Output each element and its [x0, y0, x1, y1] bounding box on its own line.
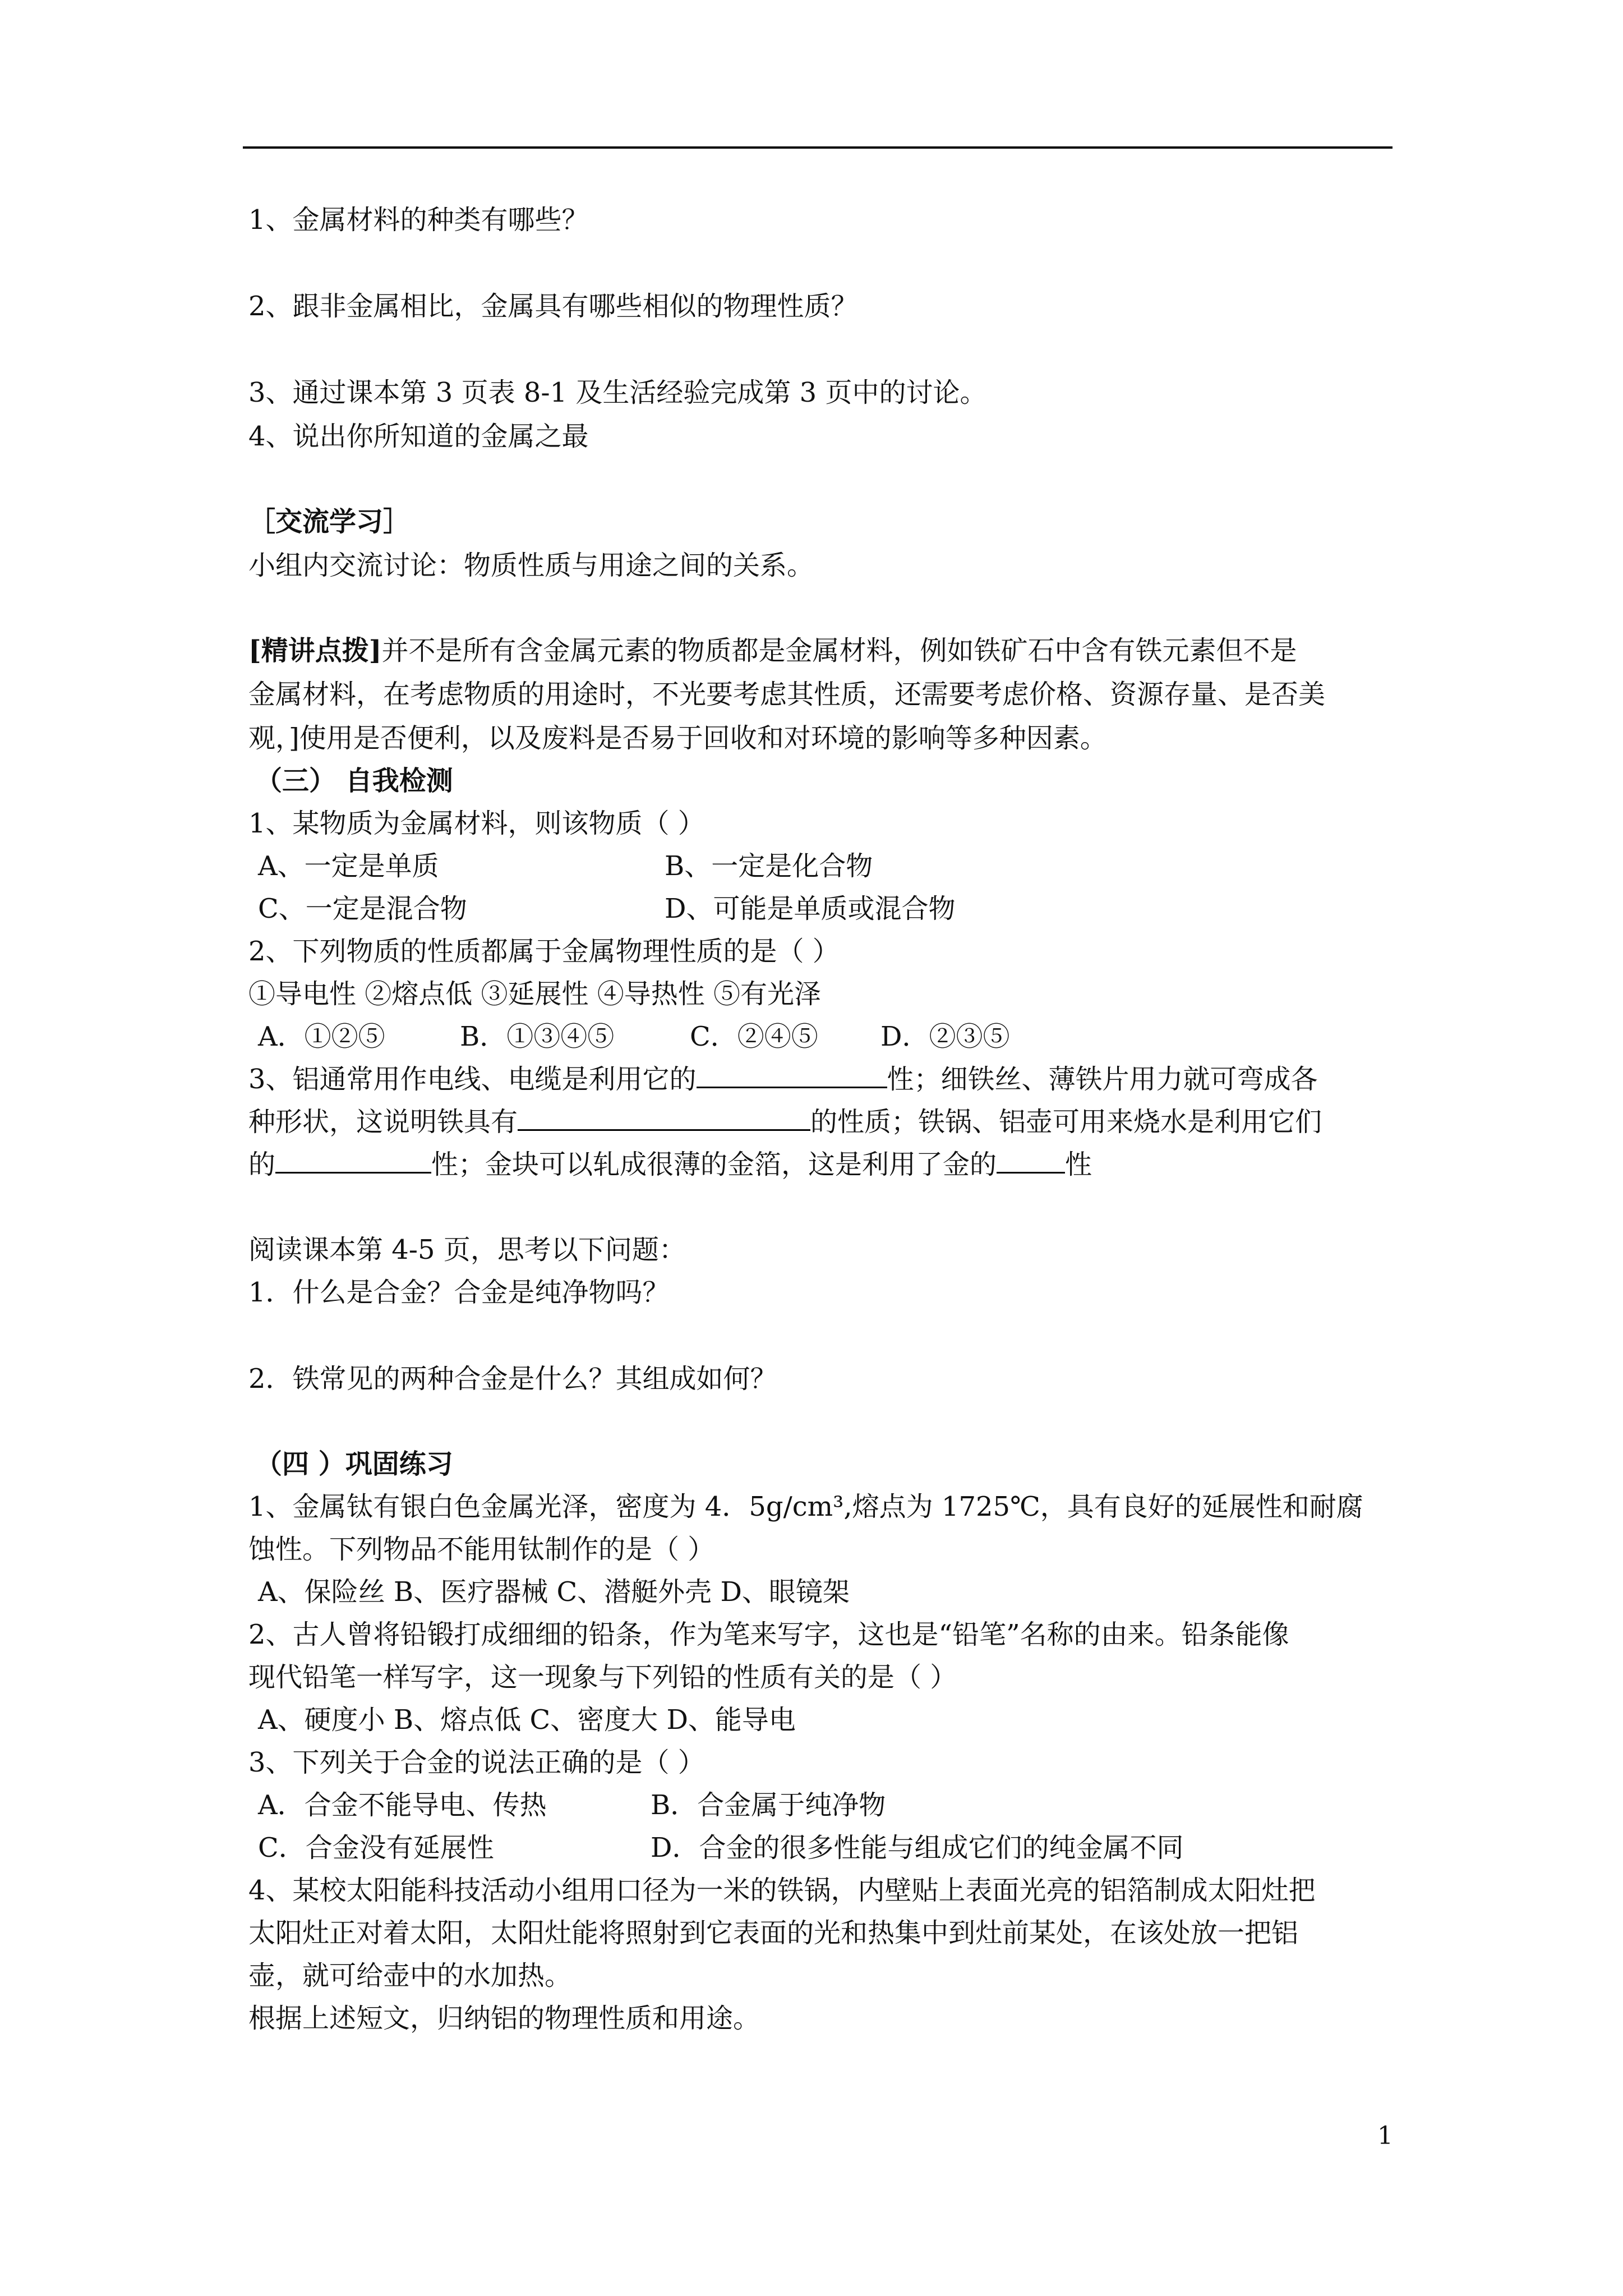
option-b: B．合金属于纯净物	[651, 1789, 886, 1821]
question-3-discussion: 3、通过课本第 3 页表 8-1 及生活经验完成第 3 页中的讨论。	[248, 377, 987, 408]
question-2-properties: 2、跟非金属相比，金属具有哪些相似的物理性质？	[248, 291, 858, 322]
explain-line-2: 金属材料，在考虑物质的用途时，不光要考虑其性质，还需要考虑价格、资源存量、是否美	[248, 679, 1326, 710]
q3-text-1: 3、铝通常用作电线、电缆是利用它的	[248, 1064, 697, 1095]
option-d: D．合金的很多性能与组成它们的纯金属不同	[651, 1832, 1184, 1864]
practice-q4-line-3: 壶，就可给壶中的水加热。	[248, 1960, 572, 1991]
answer-blank[interactable]	[997, 1149, 1065, 1174]
option-d: D、可能是单质或混合物	[665, 893, 956, 924]
self-test-heading: （三） 自我检测	[255, 765, 453, 797]
exchange-heading: ［交流学习］	[248, 506, 411, 537]
self-test-q3-line-1	[248, 1062, 1318, 1096]
practice-q1-options: A、保险丝 B、医疗器械 C、潜艇外壳 D、眼镜架	[258, 1576, 850, 1608]
option-b: B、一定是化合物	[665, 850, 873, 882]
q3-text-3: 种形状，这说明铁具有	[248, 1106, 518, 1138]
option-a: A．①②⑤	[258, 1021, 385, 1052]
self-test-q1: 1、某物质为金属材料，则该物质（ ）	[248, 808, 705, 839]
explain-heading: [精讲点拨]	[248, 635, 382, 666]
q3-text-6: 性；金块可以轧成很薄的金箔，这是利用了金的	[431, 1149, 997, 1180]
practice-q1-line-2: 蚀性。下列物品不能用钛制作的是（ ）	[248, 1534, 715, 1565]
option-a: A．合金不能导电、传热	[258, 1789, 547, 1821]
q3-text-5: 的	[248, 1149, 276, 1180]
answer-blank[interactable]	[697, 1064, 887, 1088]
exchange-text: 小组内交流讨论：物质性质与用途之间的关系。	[248, 550, 814, 581]
reading-q2: 2．铁常见的两种合金是什么？其组成如何？	[248, 1363, 777, 1395]
header-rule	[243, 146, 1393, 149]
practice-q3: 3、下列关于合金的说法正确的是（ ）	[248, 1747, 705, 1778]
self-test-q3-line-3	[248, 1148, 1092, 1181]
practice-q4-line-1: 4、某校太阳能科技活动小组用口径为一米的铁锅，内壁贴上表面光亮的铝箔制成太阳灶把	[248, 1875, 1316, 1906]
practice-q2-line-2: 现代铅笔一样写字，这一现象与下列铅的性质有关的是（ ）	[248, 1662, 957, 1693]
self-test-q2: 2、下列物质的性质都属于金属物理性质的是（ ）	[248, 936, 840, 967]
option-c: C、一定是混合物	[258, 893, 467, 924]
practice-q1-line-1: 1、金属钛有银白色金属光泽，密度为 4．5g/cm³,熔点为 1725℃，具有良好的延展性和耐腐	[248, 1491, 1363, 1522]
q3-text-7: 性	[1065, 1149, 1092, 1180]
explain-line-3: 观，]使用是否便利，以及废料是否易于回收和对环境的影响等多种因素。	[248, 723, 1107, 754]
practice-q2-options: A、硬度小 B、熔点低 C、密度大 D、能导电	[258, 1704, 796, 1736]
option-c: C．②④⑤	[690, 1021, 818, 1052]
reading-q1: 1．什么是合金？合金是纯净物吗？	[248, 1277, 670, 1308]
option-d: D．②③⑤	[880, 1021, 1010, 1052]
self-test-q2-items: ①导电性 ②熔点低 ③延展性 ④导热性 ⑤有光泽	[248, 978, 822, 1010]
practice-q2-line-1: 2、古人曾将铅锻打成细细的铅条，作为笔来写字，这也是“铅笔”名称的由来。铅条能像	[248, 1619, 1289, 1650]
page-number: 1	[1377, 2122, 1393, 2150]
practice-heading: （四 ）巩固练习	[255, 1448, 453, 1480]
answer-blank[interactable]	[275, 1149, 431, 1174]
practice-q4-line-2: 太阳灶正对着太阳，太阳灶能将照射到它表面的光和热集中到灶前某处，在该处放一把铝	[248, 1917, 1299, 1949]
explain-line-1	[248, 634, 1297, 668]
reading-intro: 阅读课本第 4-5 页，思考以下问题：	[248, 1234, 686, 1266]
self-test-q3-line-2	[248, 1105, 1322, 1139]
q3-text-2: 性；细铁丝、薄铁片用力就可弯成各	[887, 1064, 1318, 1095]
question-1-types: 1、金属材料的种类有哪些？	[248, 204, 589, 236]
question-4-metal-records: 4、说出你所知道的金属之最	[248, 421, 589, 452]
option-c: C．合金没有延展性	[258, 1832, 494, 1864]
option-a: A、一定是单质	[258, 850, 439, 882]
option-b: B．①③④⑤	[460, 1021, 615, 1052]
q3-text-4: 的性质；铁锅、铝壶可用来烧水是利用它们	[810, 1106, 1322, 1138]
explain-text-1: 并不是所有含金属元素的物质都是金属材料，例如铁矿石中含有铁元素但不是	[381, 635, 1297, 666]
practice-q4-line-4: 根据上述短文，归纳铝的物理性质和用途。	[248, 2003, 760, 2034]
answer-blank[interactable]	[518, 1107, 810, 1131]
